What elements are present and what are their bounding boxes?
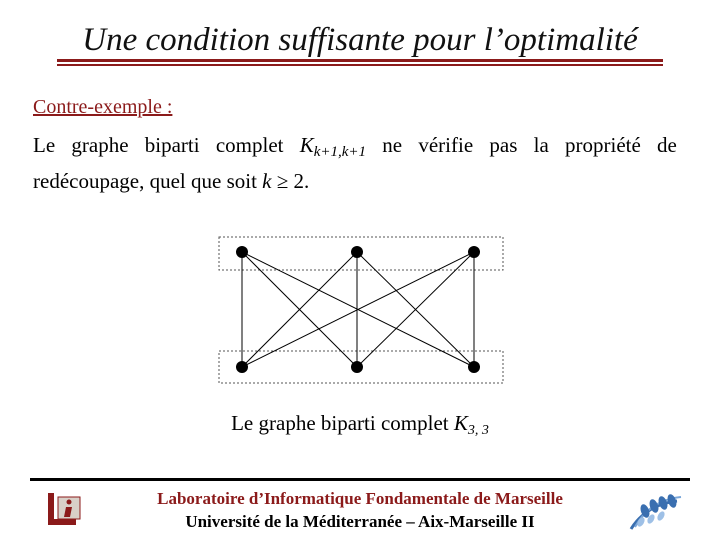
- footer-university-name: Université de la Méditerranée – Aix-Marseille II: [185, 512, 535, 531]
- title-underline-top: [57, 59, 663, 62]
- footer-divider: [30, 478, 690, 481]
- graph-edges: [242, 252, 474, 367]
- vertex: [468, 361, 480, 373]
- word: Le: [33, 133, 56, 157]
- word: graphe: [71, 133, 129, 157]
- counterexample-heading: Contre-exemple :: [33, 96, 173, 118]
- word: pas: [489, 133, 518, 157]
- counterexample-paragraph: [33, 131, 677, 196]
- word: biparti: [144, 133, 200, 157]
- line2-condition: ≥ 2.: [271, 169, 310, 193]
- paragraph-line-2: [33, 167, 677, 196]
- bipartite-graph-diagram: [210, 225, 510, 390]
- paragraph-line-1: [33, 131, 677, 167]
- word: de: [657, 133, 677, 157]
- university-logo-icon: [627, 489, 689, 535]
- footer-lab-name: Laboratoire d’Informatique Fondamentale de Marseille: [157, 489, 563, 508]
- word: propriété: [565, 133, 641, 157]
- vertex: [351, 361, 363, 373]
- vertex: [236, 361, 248, 373]
- caption-k-subscript: 3, 3: [467, 423, 489, 438]
- word: ne: [382, 133, 403, 157]
- word: vérifie: [418, 133, 474, 157]
- caption-k-symbol: K: [453, 411, 468, 435]
- graph-caption: [0, 411, 720, 439]
- line2-text: redécoupage, quel que soit: [33, 169, 263, 193]
- word: la: [533, 133, 549, 157]
- vertex: [351, 246, 363, 258]
- vertex: [468, 246, 480, 258]
- slide-title: Une condition suffisante pour l’optimalité: [82, 22, 638, 58]
- caption-text: Le graphe biparti complet: [231, 411, 454, 435]
- title-underline-bottom: [57, 64, 663, 66]
- k-symbol: K: [299, 133, 314, 157]
- word: complet: [215, 133, 284, 157]
- k-subscript: k+1,k+1: [313, 144, 367, 160]
- k-variable: k: [262, 169, 272, 193]
- vertex: [236, 246, 248, 258]
- graph-notation: [300, 131, 366, 167]
